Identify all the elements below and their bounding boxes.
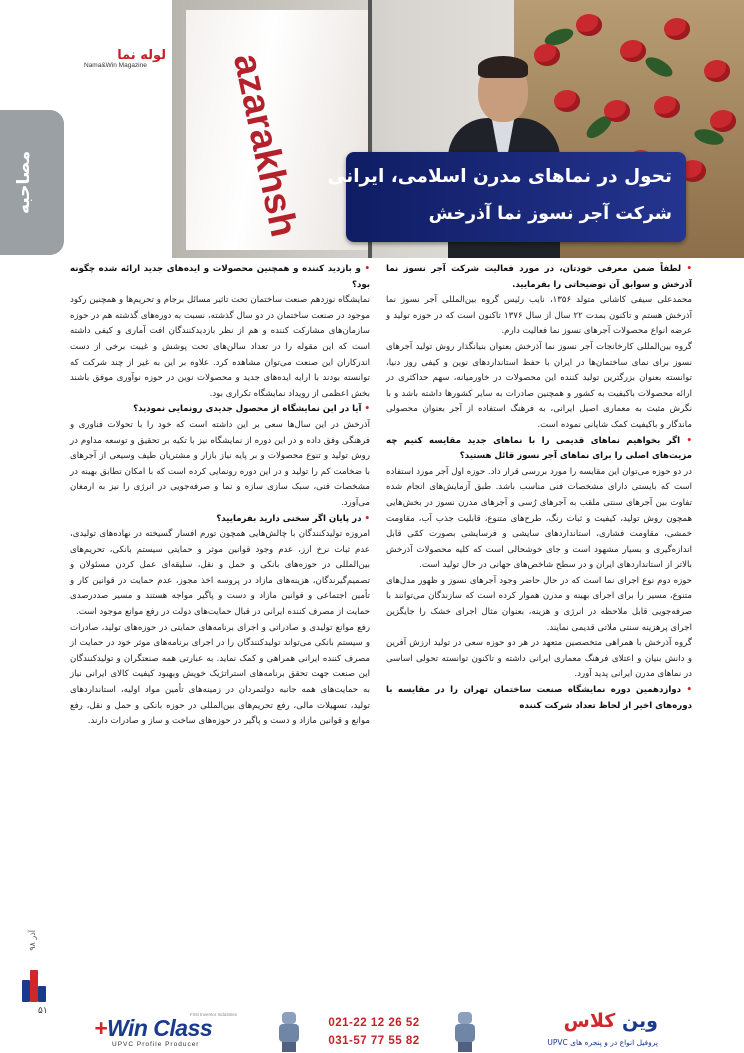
decorative-bars [22,970,46,1002]
interview-answer: امروزه تولیدکنندگان با چالش‌هایی همچون تورم افسار گسیخته در نهاده‌های تولیدی، عدم ثبات نرخ ارز، عدم وجود قوانین موثر و حمایتی سیستم بانکی، تحریم‌های بین‌المللی در حوزه‌های بانکی و حمل و نقل، سلیقه‌ای عمل کردن مسئولان و تصمیم‌گیرندگان، هزینه‌های مازاد در پروسه اخذ مجوز، عدم حمایت در قوانین کار و تأمین اجتماعی و قوانین مازاد و دست و پاگیر مواجه هستند و مسیر صددرصدی حمایت از مصرف کننده ایرانی در قبال حمایت‌های دولت در رفع موانع موجود است. [70,529,370,618]
phone-1: 021-22 12 26 52 [328,1017,420,1029]
interview-question [386,262,692,293]
fa-logo-part-2: کلاس [563,1010,616,1032]
question-text: و بازدید کننده و همچنین محصولات و ایده‌های جدید ارائه شده چگونه بود؟ [70,264,370,290]
win-class-fa-logo [492,1012,662,1052]
win-class-fa-wordmark [564,1010,658,1032]
interview-answer: گروه آذرخش با همراهی متخصصین متعهد در هر دو حوزه سعی در تولید ارزش آفرین و دانش بنیان و اعتلای فرهنگ معماری ایرانی داشته و تاکنون توانسته تحولی اساسی در نماهای مدرن ایرانی پدید آورد. [386,638,692,680]
section-tab-label: مصاحبه [14,150,34,215]
bullet-icon: • [680,435,692,446]
page-number: ۵۱ [38,1006,48,1016]
phone-numbers [314,1014,434,1050]
fa-logo-part-1: وین [621,1010,658,1032]
article-title: تحول در نماهای مدرن اسلامی، ایرانی [327,166,672,187]
question-text: لطفاً ضمن معرفی خودتان، در مورد فعالیت شرکت آجر نسوز نما آذرخش و سوابق آن توضیحاتی را بفرمایید. [386,264,692,290]
robot-icon [452,1012,478,1052]
interview-question [70,512,370,528]
brand-flag [186,10,373,250]
question-text: دوازدهمین دوره نمایشگاه صنعت ساختمان تهران را در مقایسه با دوره‌های اخیر از لحاظ تعداد شرکت کننده [386,685,692,711]
portrait-hair [478,56,528,78]
win-class-wordmark [94,1015,212,1042]
magazine-logo-fa: لوله نما [117,48,166,63]
interview-question [386,434,692,465]
question-text: در پایان اگر سخنی دارید بفرمایید؟ [216,513,362,524]
interview-question [70,402,370,418]
interview-answer: حوزه دوم نوع اجرای نما است که در حال حاضر وجود آجرهای نسوز و ظهور مدل‌های متنوع، مسیر را برای اجرای بهینه و مدرن هموار کرده است که سازندگان می‌توانند با صرفه‌جویی قابل ملاحظه در انرژی و هزینه، بعنوان مثال اجرای خشک را جایگزین اجرای پرهزینه سنتی ملاتی قدیمی نمایند. [386,575,692,633]
flag-brand-text: azarakhsh [224,50,305,241]
bullet-icon: • [360,264,370,274]
article-column-right [386,262,692,714]
win-class-name: Win Class [106,1015,213,1041]
issue-label: آذر ۹۸ [28,930,37,951]
win-class-tagline: First Inventor Industries [190,1012,238,1017]
interview-question [70,262,370,293]
question-text: اگر بخواهیم نماهای قدیمی را با نماهای جدید مقایسه کنیم چه مزیت‌های اصلی را برای نماهای آجر نسوز قائل هستید؟ [386,435,692,462]
win-class-subtitle: UPVC Profile Producer [112,1041,200,1048]
bullet-icon: • [361,513,370,524]
interview-answer: گروه بین‌المللی کارخانجات آجر نسوز نما آذرخش بعنوان بنیانگذار روش تولید آجرهای نسوز برای نمای ساختمان‌ها در ایران با حفظ استانداردهای نوین و کیفی روز دنیا، توانسته بعنوان بزرگترین تولید کننده این محصولات در خاورمیانه، سهم حداکثری در ارائه محصولات باکیفیت به کشور و همچنین صادرات به سایر کشورها داشته باشد و با نگرش مثبت به معماری اصیل ایرانی، به فرهنگ استفاده از آجر بعنوان محصولی ماندگار و باکیفیت کمک شایانی نموده است. [386,341,692,430]
interview-answer: آذرخش در این سال‌ها سعی بر این داشته است که خود را با تحولات فناوری و فرهنگی وفق داده و در این دوره از نمایشگاه نیز با تکیه بر تحقیق و توسعه مداوم در روش تولید و تنوع محصولات و بر پایه نیاز بازار و مشتریان طیف وسیعی از آجرهای با ضخامت کم را تولید و در این دوره رونمایی کرده است که با امکان تطابق بهینه در مشخصات فنی، سبک سازی سازه و نما و صرفه‌جویی در انرژی را نیز به ارمغان می‌آورد. [70,419,370,508]
interview-answer: در دو حوزه می‌توان این مقایسه را مورد بررسی قرار داد. حوزه اول آجر مورد استفاده است که بایستی دارای مشخصات فنی مناسب باشد. طبق آزمایش‌های انجام شده تفاوت بین آجرهای سنتی ملقب به آجرهای رُسی و آجرهای مدرن نسوز در بخش‌هایی همچون روش تولید، کیفیت و ثبات رنگ، طرح‌های متنوع، قابلیت جذب آب، مقاومت خمشی، مقاومت فشاری، استانداردهای سایشی و فرسایشی بصورت کمّی قابل اندازه‌گیری و بسیار مشهود است و جای خوشحالی است که کلیه محصولات آذرخش بالاتر از استانداردهای ایران و در سطح شاخص‌های جهانی در حال تولید است. [386,466,692,571]
interview-question [386,683,692,714]
win-class-logo [90,1012,270,1052]
win-class-fa-subtitle: پروفیل انواع در و پنجره های UPVC [547,1038,658,1047]
interview-answer: رفع موانع تولیدی و صادراتی و اجرای برنامه‌های حمایتی در حوزه‌های تولید، صادرات و سیستم بانکی می‌تواند تولیدکنندگان را در اجرای برنامه‌های موثر خود در حمایت از مصرف کننده ایرانی همراهی و کمک نماید. به عبارتی همه صنعتگران و تولیدکنندگان این صنعت جهت تحقق برنامه‌های استراتژیک خویش وبهبود کیفیت کالای ایرانی نیاز به حمایت‌های همه جانبه دولتمردان در زمینه‌های تأمین مواد اولیه، استانداردهای تولید، تسهیلات مالی، رفع تحریم‌های بین‌المللی در حوزه بانکی و حمل و نقل، رفع موانع و قوانین مازاد و دست و پاگیر در حوزه‌های ساخت و ساز و صادرات دارند. [70,622,370,727]
section-tab [0,110,64,255]
article-title-banner [327,152,686,242]
magazine-logo [84,48,166,78]
plus-icon: + [94,1015,107,1041]
interview-answer: نمایشگاه نوزدهم صنعت ساختمان تحت تاثیر مسائل برجام و تحریم‌ها و همچنین رکود موجود در صنعت ساختمان در دو سال گذشته، نسبت به دوره‌های گذشته هم در حوزه سازمان‌های مشارکت کننده و هم از نظر بازدیدکنندگان افت آماری و کیفی داشته است که این مقوله را در تعداد سالن‌های تحت پوشش و غیبت برخی از دست اندرکاران این صنعت می‌توان مشاهده کرد. علاوه بر این به غیر از چند شرکت که توانسته بودند با ارایه ایده‌های جدید و محصولات نوین در حوزه نوآوری موفق باشند بخش اعظمی از رویداد نمایشگاه تکراری بود. [70,295,370,399]
phone-2: 031-57 77 55 82 [328,1035,420,1047]
bullet-icon: • [361,404,370,415]
article-column-left [70,262,370,730]
article-subtitle: شرکت آجر نسوز نما آذرخش [428,204,672,224]
bullet-icon: • [681,264,692,274]
magazine-logo-en: Nama&Win Magazine [84,62,147,69]
advertisement-banner[interactable] [90,1012,662,1052]
robot-icon [276,1012,302,1052]
question-text: آیا در این نمایشگاه از محصول جدیدی رونمایی نمودید؟ [133,404,362,415]
interview-answer: محمدعلی سیفی کاشانی متولد ۱۳۵۶، نایب رئیس گروه بین‌المللی آجر نسوز نما آذرخش هستم و تاکنون بمدت ۲۲ سال از سال ۱۳۷۶ تاکنون است که در حوزه تولید و عرضه انواع محصولات آجرهای نسوز نما فعالیت دارم. [386,295,693,337]
bullet-icon: • [681,685,692,696]
